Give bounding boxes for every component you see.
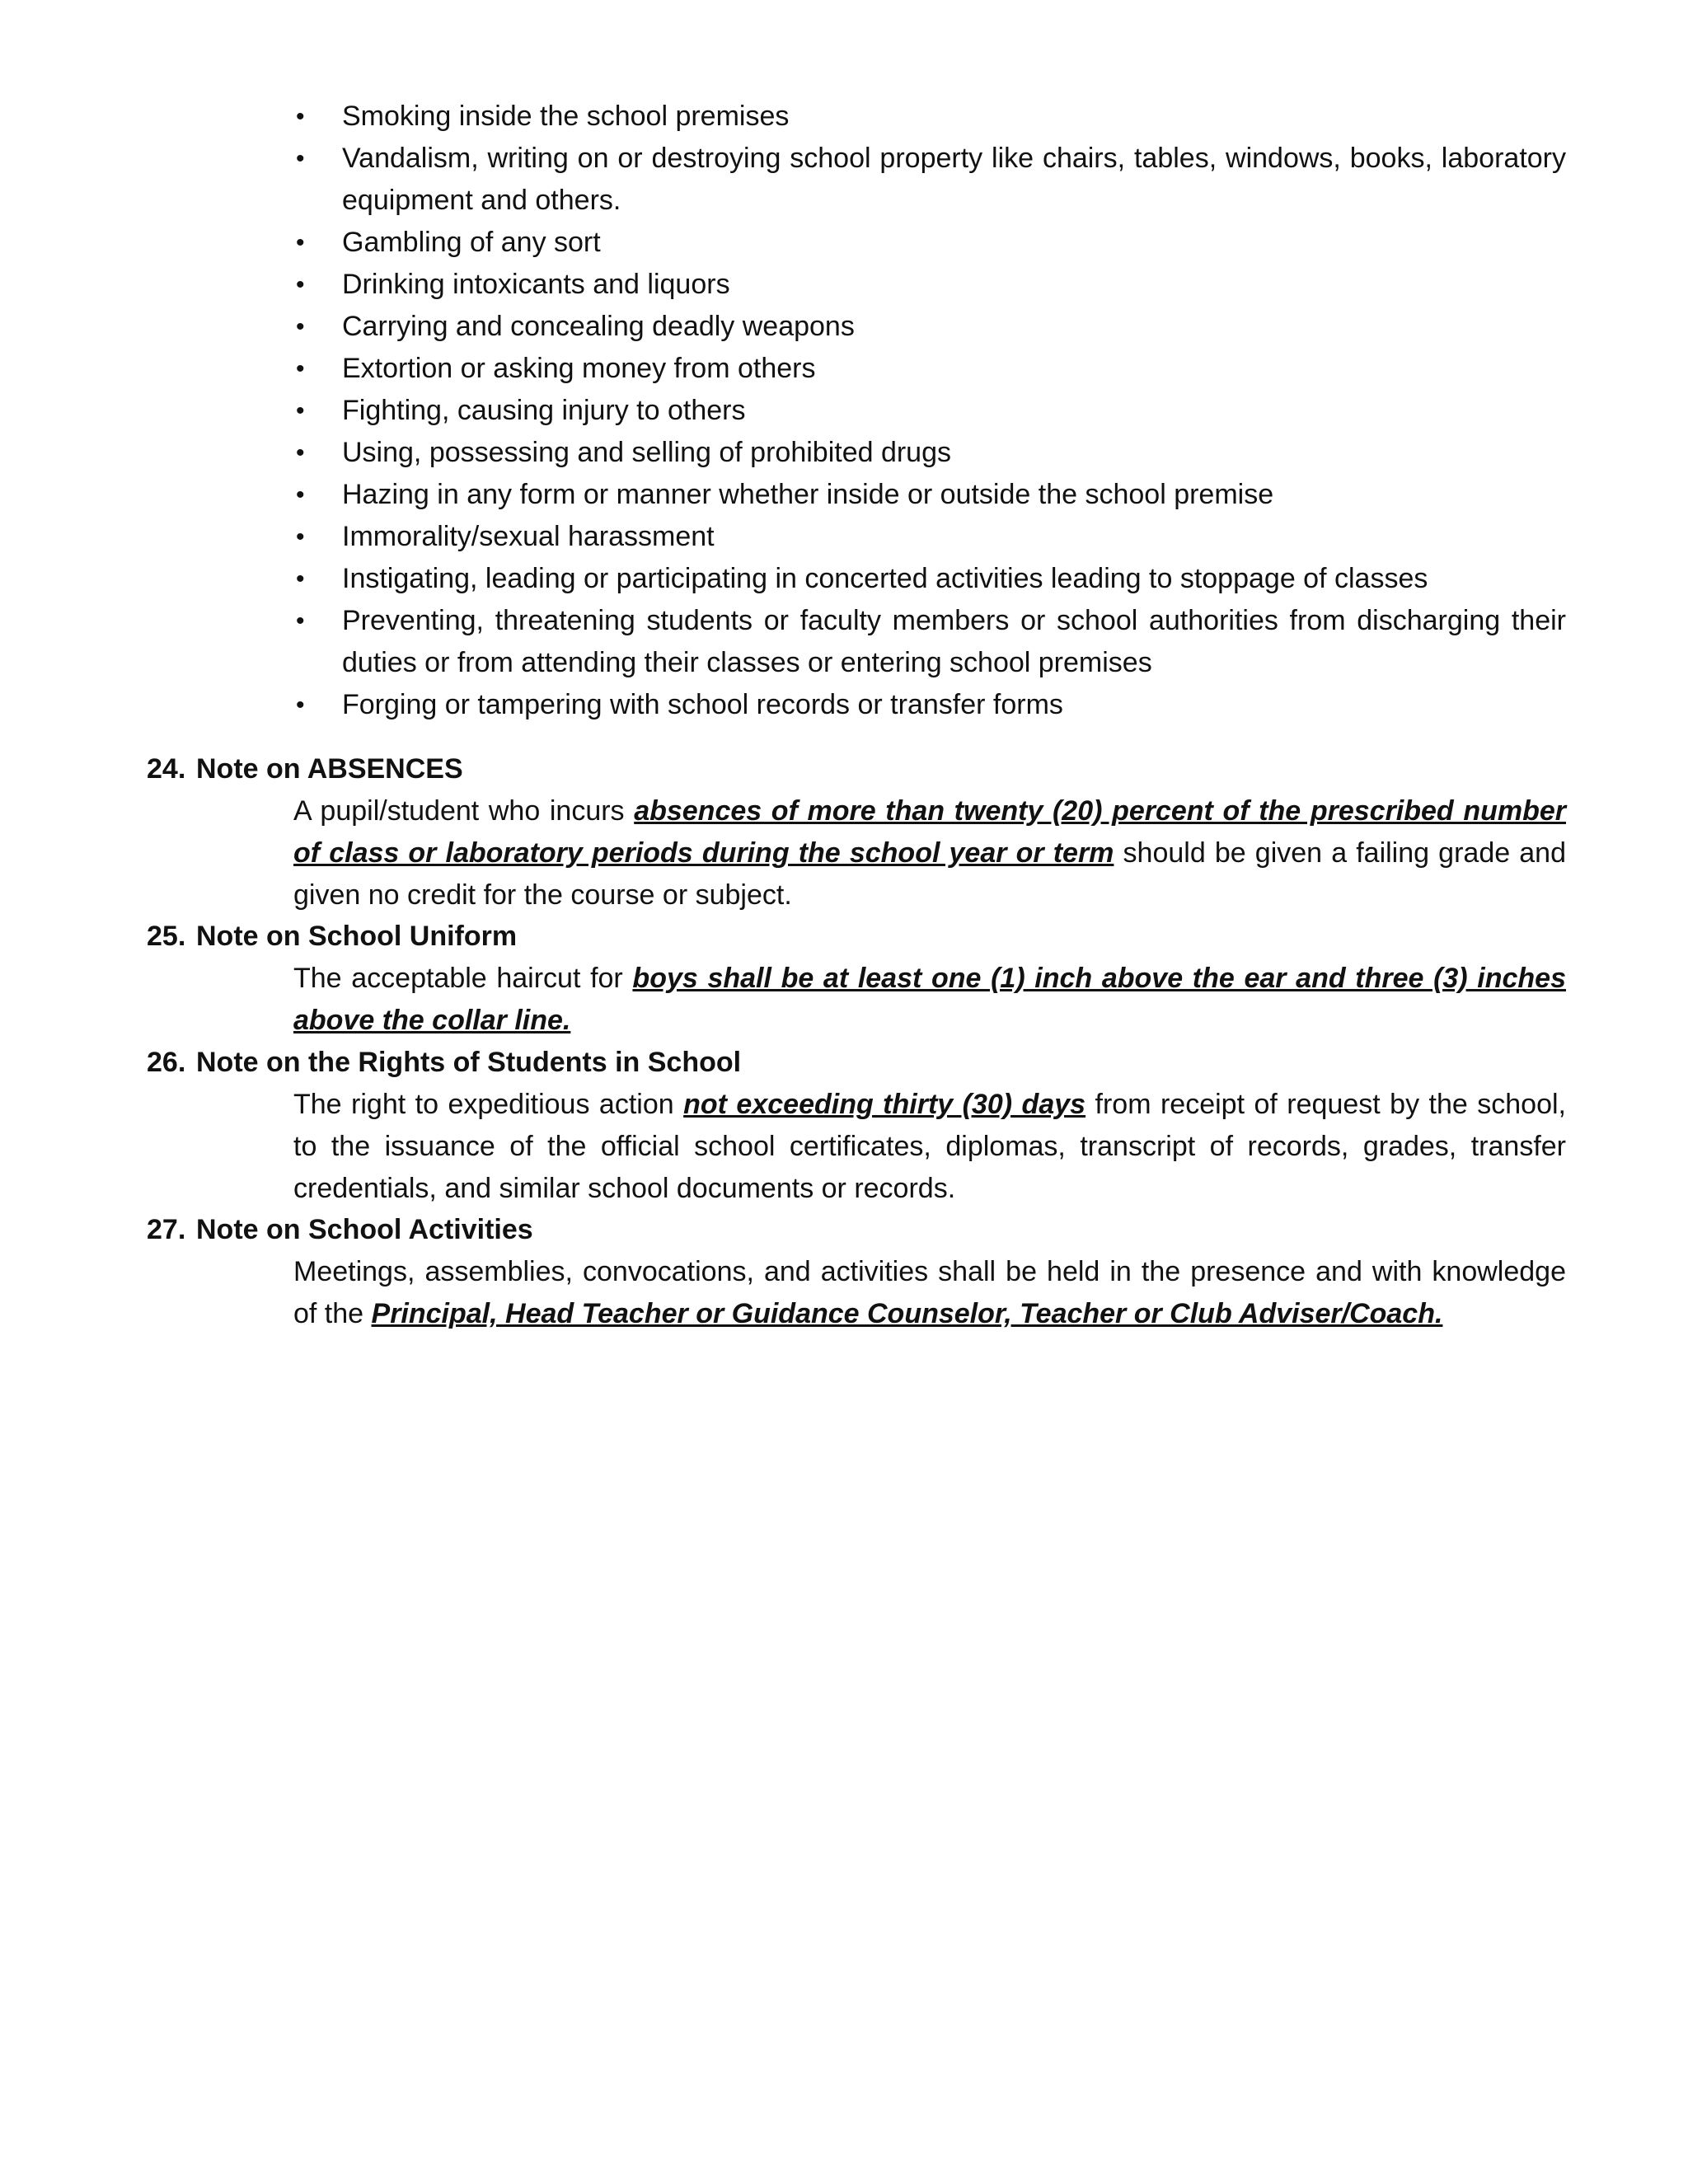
section-body — [293, 958, 1566, 1042]
section-number: 26. — [147, 1047, 186, 1078]
list-item-text: Preventing, threatening students or faculty members or school authorities from discharging their duties or from attending their classes or entering school premises — [342, 605, 1566, 678]
section-title: Note on School Uniform — [196, 921, 518, 952]
list-item — [293, 600, 1566, 684]
list-item — [293, 96, 1566, 138]
section-school-uniform — [147, 916, 1566, 1042]
list-item — [293, 348, 1566, 390]
body-text: The right to expeditious action — [293, 1089, 684, 1120]
list-item — [293, 138, 1566, 222]
list-item-text: Smoking inside the school premises — [342, 101, 790, 132]
list-item-text: Extortion or asking money from others — [342, 353, 816, 384]
section-number: 27. — [147, 1214, 186, 1245]
bullet-icon: • — [296, 397, 305, 424]
section-body — [293, 1251, 1566, 1335]
section-title: Note on ABSENCES — [196, 753, 463, 785]
bullet-icon: • — [296, 607, 305, 635]
section-school-activities — [147, 1209, 1566, 1335]
list-item-text: Drinking intoxicants and liquors — [342, 269, 730, 300]
body-text: The acceptable haircut for — [293, 963, 633, 994]
body-text: A pupil/student who incurs — [293, 795, 635, 827]
list-item — [293, 222, 1566, 264]
emphasis-text: not exceeding thirty (30) days — [683, 1089, 1086, 1120]
emphasis-text: boys shall be at least one (1) inch above the ear and three (3) inches above the collar line. — [293, 963, 1566, 1036]
list-item-text: Hazing in any form or manner whether inside or outside the school premise — [342, 479, 1274, 510]
section-absences — [147, 748, 1566, 916]
bullet-icon: • — [296, 355, 305, 382]
section-student-rights — [147, 1042, 1566, 1210]
bullet-icon: • — [296, 271, 305, 298]
bullet-icon: • — [296, 565, 305, 593]
bullet-icon: • — [296, 439, 305, 466]
list-item — [293, 516, 1566, 558]
list-item-text: Fighting, causing injury to others — [342, 395, 746, 426]
emphasis-text: Principal, Head Teacher or Guidance Counselor, Teacher or Club Adviser/Coach. — [371, 1298, 1443, 1329]
emphasis-text: absences of more than twenty (20) percent of the prescribed number of class or laboratory periods during the school year or term — [293, 795, 1566, 869]
bullet-icon: • — [296, 691, 305, 719]
list-item-text: Instigating, leading or participating in concerted activities leading to stoppage of classes — [342, 563, 1428, 594]
section-heading — [147, 916, 1566, 958]
list-item — [293, 306, 1566, 348]
bullet-icon: • — [296, 313, 305, 340]
section-title: Note on the Rights of Students in School — [196, 1047, 742, 1078]
offenses-list — [293, 96, 1566, 726]
body-text: Meetings, assemblies, convocations, and activities shall be held in the presence and with knowledge of the — [293, 1256, 1566, 1329]
list-item — [293, 432, 1566, 474]
list-item-text: Gambling of any sort — [342, 227, 601, 258]
section-number: 24. — [147, 753, 186, 785]
section-number: 25. — [147, 921, 186, 952]
list-item-text: Vandalism, writing on or destroying school property like chairs, tables, windows, books, laboratory equipment and others. — [342, 143, 1566, 216]
bullet-icon: • — [296, 523, 305, 551]
bullet-icon: • — [296, 481, 305, 509]
section-heading — [147, 1209, 1566, 1251]
body-text: from receipt of request by the school, to the issuance of the official school certificates, diplomas, transcript of records, grades, transfer credentials, and similar school documents or records. — [293, 1089, 1566, 1204]
list-item-text: Immorality/sexual harassment — [342, 521, 715, 552]
list-item — [293, 390, 1566, 432]
list-item-text: Using, possessing and selling of prohibited drugs — [342, 437, 952, 468]
section-heading — [147, 748, 1566, 790]
section-body — [293, 1084, 1566, 1210]
bullet-icon: • — [296, 103, 305, 130]
list-item — [293, 264, 1566, 306]
list-item-text: Forging or tampering with school records or transfer forms — [342, 689, 1063, 720]
list-item — [293, 558, 1566, 600]
list-item-text: Carrying and concealing deadly weapons — [342, 311, 855, 342]
list-item — [293, 684, 1566, 726]
bullet-icon: • — [296, 229, 305, 256]
bullet-icon: • — [296, 145, 305, 172]
section-heading — [147, 1042, 1566, 1084]
section-body — [293, 790, 1566, 916]
section-title: Note on School Activities — [196, 1214, 533, 1245]
body-text: should be given a failing grade and given no credit for the course or subject. — [293, 837, 1566, 911]
list-item — [293, 474, 1566, 516]
